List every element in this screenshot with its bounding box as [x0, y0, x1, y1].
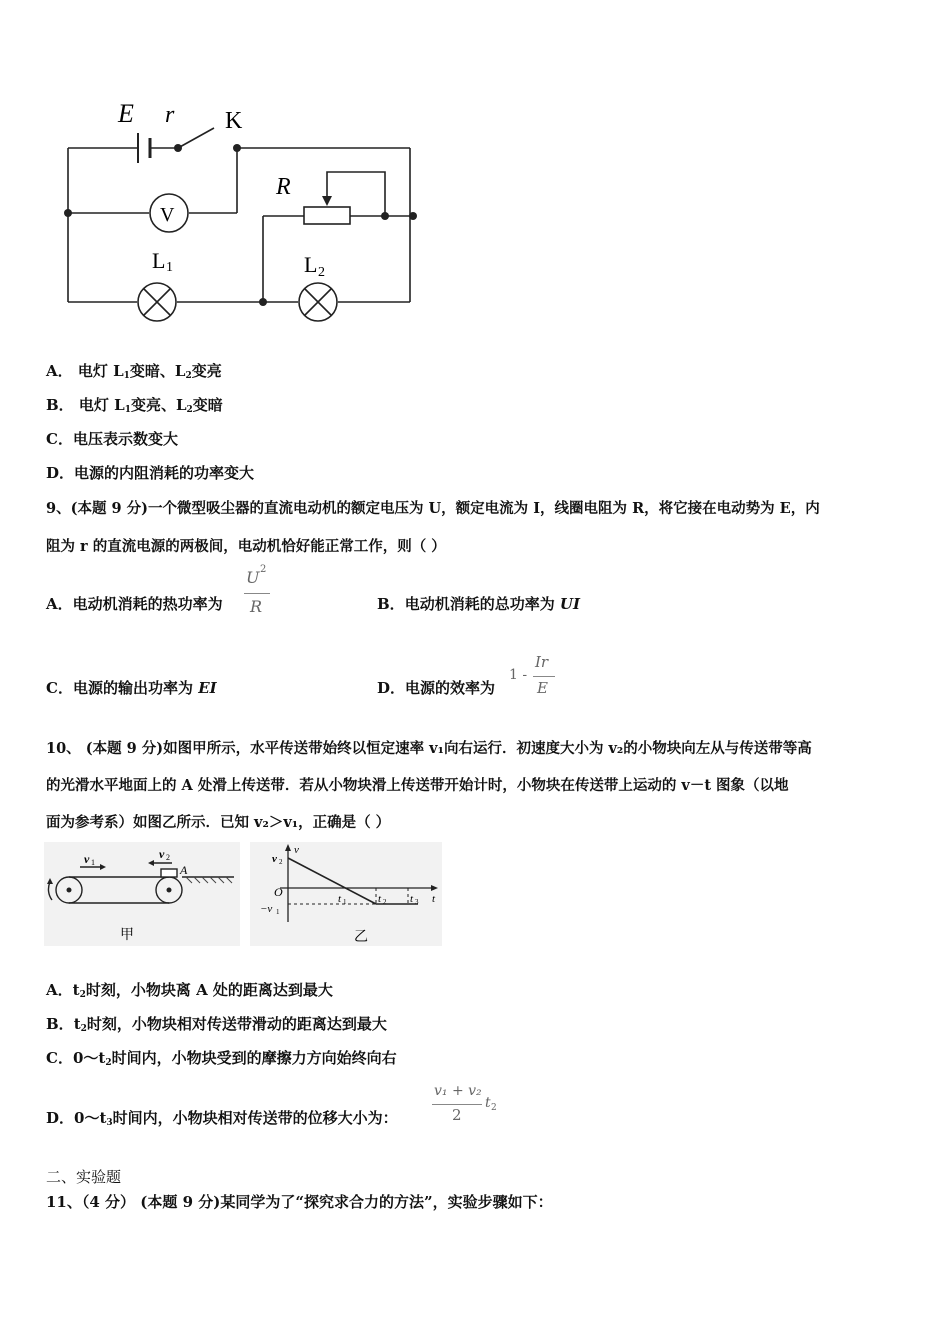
q8-option-d: D．电源的内阻消耗的功率变大 — [46, 464, 255, 482]
q9-option-d-fraction: 1 - Ir E — [509, 653, 559, 703]
q9-option-c: C．电源的输出功率为 EI — [46, 679, 217, 697]
svg-text:2: 2 — [318, 265, 325, 280]
svg-text:2: 2 — [166, 853, 170, 862]
svg-text:v: v — [294, 844, 299, 856]
q9-option-b: B．电动机消耗的总功率为 UI — [377, 595, 581, 613]
svg-text:1: 1 — [166, 260, 173, 275]
svg-text:t: t — [410, 893, 414, 905]
q10-option-c: C．$0\sim t_2$时间内，小物块受到的摩擦力方向始终向右 — [46, 1049, 397, 1068]
figure-jia-conveyor — [44, 842, 240, 946]
label-V: V — [160, 204, 175, 226]
svg-text:1: 1 — [91, 858, 95, 867]
q8-option-a: A． 电灯 $L_1$变暗、$L_2$变亮 — [46, 362, 222, 381]
svg-text:A: A — [180, 863, 188, 877]
q10-stem-line1: 10、 (本题 9 分)如图甲所示，水平传送带始终以恒定速率 v₁向右运行．初速度大小为 v₂的小物块向左从与传送带等高 — [46, 740, 812, 757]
figure-jia-caption: 甲 — [120, 928, 134, 943]
svg-text:O: O — [274, 885, 283, 899]
q8-option-c: C．电压表示数变大 — [46, 430, 178, 448]
label-r: r — [165, 102, 175, 128]
label-K: K — [225, 108, 243, 134]
circuit-diagram — [40, 90, 440, 340]
svg-text:1: 1 — [343, 898, 347, 906]
q8-option-b: B． 电灯 $L_1$变亮、$L_2$变暗 — [46, 396, 223, 415]
svg-text:v: v — [272, 853, 277, 865]
svg-text:1: 1 — [276, 908, 280, 916]
svg-text:v: v — [84, 852, 90, 866]
q10-stem-line2: 的光滑水平地面上的 A 处滑上传送带．若从小物块滑上传送带开始计时，小物块在传送带上运动的 v－t 图象（以地 — [46, 777, 789, 794]
figure-yi-vt-graph — [250, 842, 442, 946]
svg-text:v: v — [159, 847, 165, 861]
svg-text:−v: −v — [260, 903, 273, 915]
svg-text:t: t — [378, 893, 382, 905]
figure-yi-caption: 乙 — [354, 930, 368, 945]
q10-option-a: A．$t_2$时刻，小物块离 A 处的距离达到最大 — [46, 981, 333, 1000]
section-heading-experiment: 二、实验题 — [46, 1168, 122, 1186]
label-R: R — [276, 174, 291, 200]
svg-text:t: t — [432, 893, 436, 905]
svg-text:2: 2 — [383, 898, 387, 906]
svg-text:t: t — [338, 893, 342, 905]
q10-option-b: B．$t_2$时刻，小物块相对传送带滑动的距离达到最大 — [46, 1015, 387, 1034]
label-E: E — [118, 99, 134, 128]
q10-option-d: D．$0\sim t_3$时间内，小物块相对传送带的位移大小为： — [46, 1109, 398, 1128]
q11-stem: 11、（4 分） (本题 9 分)某同学为了“探究求合力的方法”，实验步骤如下： — [46, 1193, 553, 1211]
q10-stem-line3: 面为参考系）如图乙所示．已知 v₂＞v₁，正确是（ ） — [46, 814, 391, 831]
q9-stem-line2: 阻为 r 的直流电源的两极间，电动机恰好能正常工作，则（ ） — [46, 538, 446, 555]
label-L1: L — [152, 248, 166, 273]
q9-option-d: D．电源的效率为 — [377, 679, 496, 697]
svg-text:2: 2 — [279, 858, 283, 866]
q9-option-a-fraction: U 2 R — [244, 568, 272, 618]
q9-stem-line1: 9、(本题 9 分)一个微型吸尘器的直流电动机的额定电压为 U，额定电流为 I，线圈电阻为 R，将它接在电动势为 E，内 — [46, 500, 820, 517]
q9-option-a: A．电动机消耗的热功率为 — [46, 595, 223, 613]
svg-text:3: 3 — [415, 898, 419, 906]
q10-option-d-fraction: v₁ + v₂ 2 t 2 — [434, 1083, 497, 1124]
label-L2: L — [304, 252, 318, 277]
